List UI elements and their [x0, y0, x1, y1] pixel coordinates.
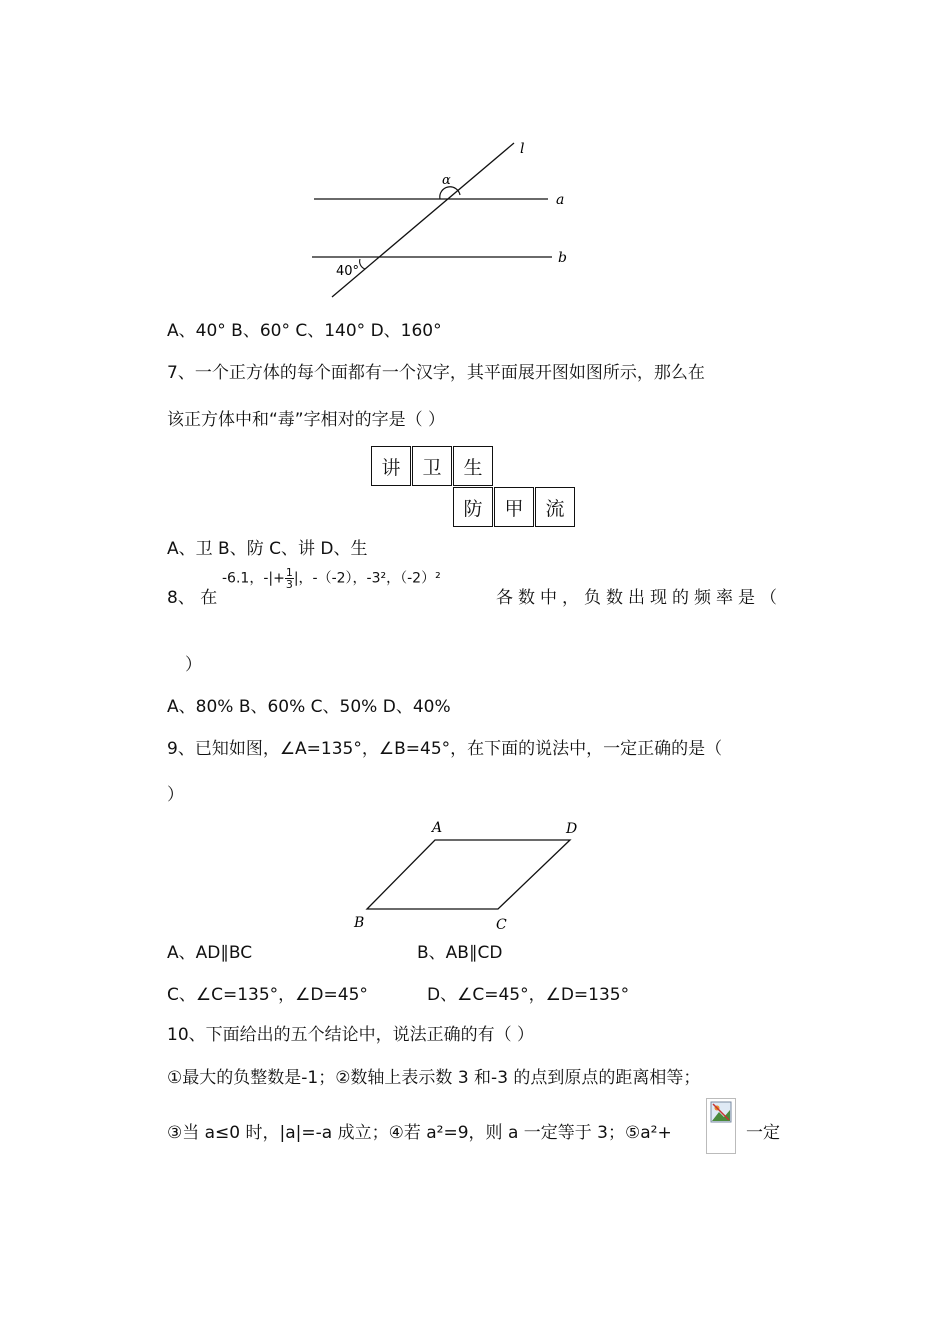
- broken-image-icon: [710, 1101, 732, 1123]
- label-alpha: α: [442, 173, 451, 188]
- fraction-denominator: 3: [285, 578, 293, 591]
- q8-options: A、80% B、60% C、50% D、40%: [167, 697, 451, 717]
- label-a: a: [556, 192, 565, 208]
- q8-close-paren: ）: [185, 655, 202, 675]
- q8-suffix: 各数中，负数出现的频率是（: [496, 588, 782, 608]
- q9-option-d: D、∠C=45°，∠D=135°: [427, 985, 630, 1005]
- parallelogram-figure: [350, 815, 590, 935]
- broken-image-placeholder: [706, 1098, 736, 1154]
- q7-options: A、卫 B、防 C、讲 D、生: [167, 539, 368, 559]
- net-cell: 甲: [494, 487, 534, 527]
- q9-option-c: C、∠C=135°，∠D=45°: [167, 985, 368, 1005]
- q9-stem-line1: 9、已知如图，∠A=135°，∠B=45°，在下面的说法中，一定正确的是（: [167, 739, 723, 759]
- vertex-c: C: [496, 917, 507, 933]
- parallelogram-abcd: [367, 840, 570, 909]
- q9-option-a: A、AD∥BC: [167, 943, 253, 963]
- q10-statement-line1: ①最大的负整数是-1；②数轴上表示数 3 和-3 的点到原点的距离相等；: [167, 1068, 701, 1088]
- label-l: l: [520, 141, 525, 157]
- vertex-a: A: [432, 820, 443, 836]
- q7-stem-line2: 该正方体中和“毒”字相对的字是（ ）: [167, 410, 446, 430]
- q10-statement-line2-end: 一定: [746, 1123, 780, 1143]
- q9-option-b: B、AB∥CD: [417, 943, 503, 963]
- parallel-lines-figure: [300, 135, 590, 305]
- vertex-d: D: [566, 821, 578, 837]
- net-cell: 卫: [412, 446, 452, 486]
- formula-part2: |，-（-2），-3²，（-2）²: [293, 570, 441, 587]
- q8-prefix: 8、 在: [167, 588, 218, 608]
- formula-part1: -6.1，-|+: [222, 570, 285, 587]
- q10-stem: 10、下面给出的五个结论中，说法正确的有（ ）: [167, 1025, 535, 1045]
- transversal-l: [332, 143, 514, 297]
- q10-statement-line2: ③当 a≤0 时，|a|=-a 成立；④若 a²=9，则 a 一定等于 3；⑤a²+: [167, 1123, 672, 1143]
- q8-formula: [222, 567, 441, 590]
- fraction-numerator: 1: [285, 566, 293, 579]
- net-cell: 防: [453, 487, 493, 527]
- q6-options: A、40° B、60° C、140° D、160°: [167, 321, 442, 341]
- angle-40-arc: [360, 259, 365, 269]
- label-b: b: [558, 250, 567, 266]
- net-cell: 讲: [371, 446, 411, 486]
- label-40-degrees: 40°: [336, 264, 360, 279]
- q9-stem-line2: ）: [167, 785, 184, 805]
- net-cell: 生: [453, 446, 493, 486]
- vertex-b: B: [354, 915, 365, 931]
- q7-stem-line1: 7、一个正方体的每个面都有一个汉字，其平面展开图如图所示，那么在: [167, 363, 705, 383]
- fraction-one-third: [285, 567, 294, 590]
- net-cell: 流: [535, 487, 575, 527]
